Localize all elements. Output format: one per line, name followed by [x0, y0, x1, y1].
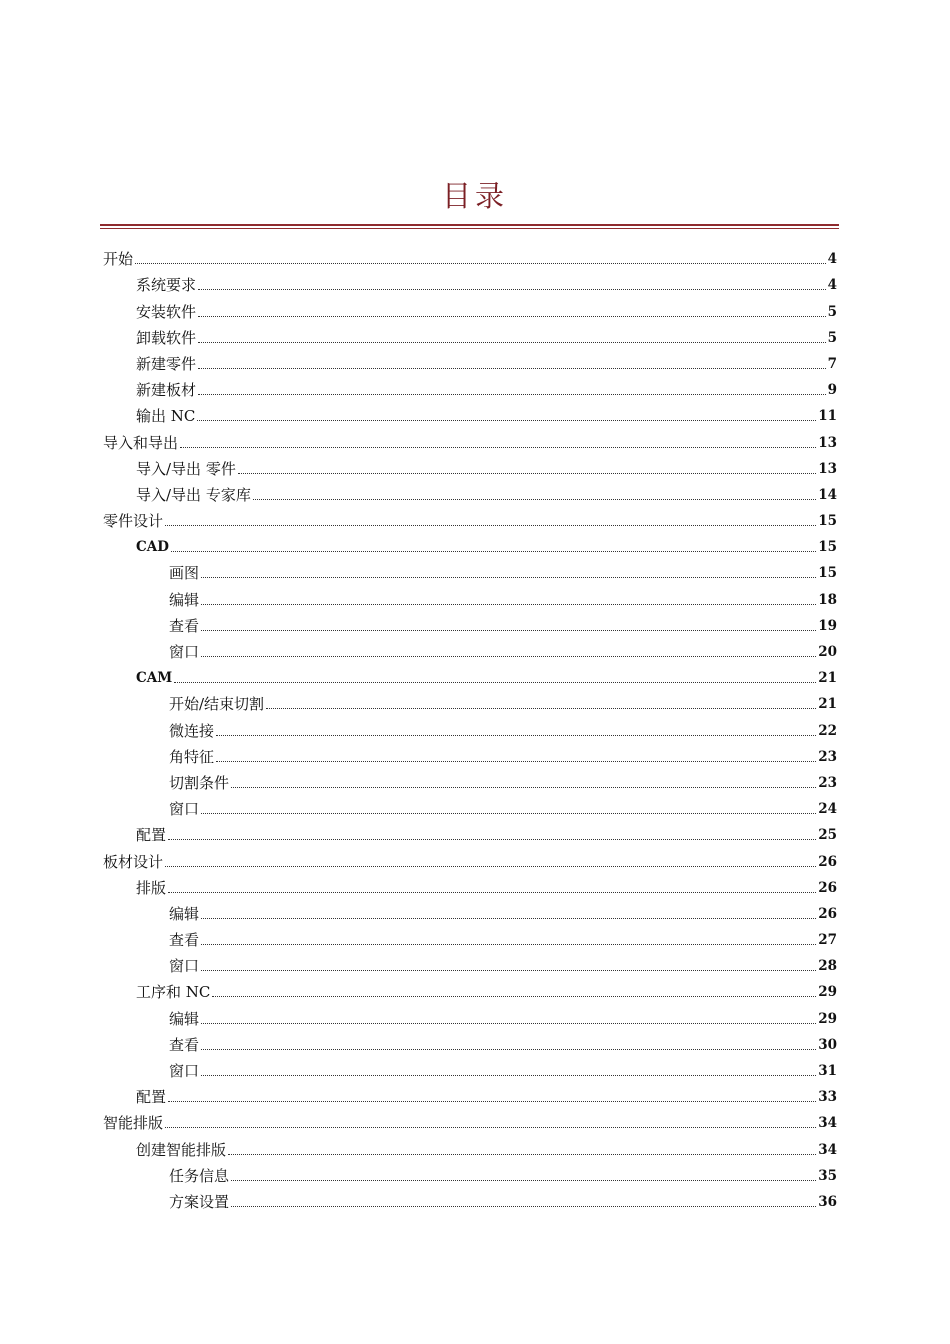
- toc-entry-page-number: 35: [818, 1167, 837, 1184]
- toc-entry-title: 导入/导出 零件: [136, 459, 236, 478]
- toc-entry[interactable]: [0, 401, 950, 427]
- toc-entry-title: 角特征: [169, 747, 215, 766]
- toc-entry[interactable]: [0, 689, 950, 715]
- toc-dot-leader: [201, 603, 816, 605]
- toc-entry-page-number: 21: [818, 696, 837, 713]
- toc-dot-leader: [201, 655, 816, 657]
- toc-dot-leader: [253, 498, 816, 500]
- toc-dot-leader: [198, 367, 826, 369]
- toc-entry[interactable]: [0, 1161, 950, 1187]
- toc-entry-page-number: 4: [827, 251, 837, 268]
- toc-entry-title: 开始: [103, 250, 134, 269]
- toc-entry-title: 窗口: [169, 1062, 200, 1080]
- toc-entry-title: 智能排版: [103, 1114, 164, 1133]
- toc-entry[interactable]: [0, 1003, 950, 1029]
- toc-entry-page-number: 33: [818, 1089, 837, 1106]
- toc-dot-leader: [165, 865, 816, 867]
- toc-entry-page-number: 28: [818, 958, 837, 975]
- toc-entry-page-number: 24: [818, 801, 837, 818]
- toc-entry-page-number: 36: [818, 1193, 837, 1210]
- toc-entry-title: 窗口: [169, 957, 200, 976]
- toc-entry[interactable]: [0, 1187, 950, 1213]
- toc-dot-leader: [135, 262, 826, 264]
- toc-dot-leader: [231, 1205, 816, 1207]
- toc-entry-page-number: 26: [818, 853, 837, 870]
- toc-entry-title: 配置: [136, 826, 167, 845]
- toc-entry-page-number: 18: [818, 591, 837, 608]
- toc-dot-leader: [201, 1048, 816, 1050]
- toc-entry-title: CAD: [136, 539, 169, 556]
- toc-entry[interactable]: [0, 349, 950, 375]
- toc-entry[interactable]: [0, 794, 950, 820]
- toc-entry-page-number: 13: [818, 434, 837, 451]
- toc-entry[interactable]: [0, 427, 950, 453]
- toc-entry[interactable]: [0, 270, 950, 296]
- toc-entry-page-number: 23: [818, 774, 837, 791]
- toc-entry[interactable]: [0, 323, 950, 349]
- toc-entry-page-number: 4: [827, 277, 837, 294]
- toc-entry[interactable]: [0, 584, 950, 610]
- toc-entry[interactable]: [0, 637, 950, 663]
- toc-entry-title: 零件设计: [103, 512, 164, 531]
- toc-entry-page-number: 30: [818, 1036, 837, 1053]
- toc-entry[interactable]: [0, 768, 950, 794]
- toc-dot-leader: [201, 576, 816, 578]
- toc-dot-leader: [198, 393, 826, 395]
- toc-entry-page-number: 7: [827, 355, 837, 372]
- toc-entry-page-number: 26: [818, 879, 837, 896]
- toc-entry-page-number: 23: [818, 748, 837, 765]
- table-of-contents: [0, 244, 950, 1213]
- toc-dot-leader: [165, 1126, 816, 1128]
- toc-entry-page-number: 15: [818, 513, 837, 530]
- toc-entry-page-number: 34: [818, 1115, 837, 1132]
- toc-entry[interactable]: [0, 820, 950, 846]
- toc-dot-leader: [228, 1153, 816, 1155]
- toc-dot-leader: [174, 681, 816, 683]
- toc-dot-leader: [198, 288, 826, 290]
- toc-dot-leader: [266, 707, 816, 709]
- title-divider-thin: [100, 228, 839, 229]
- toc-dot-leader: [201, 1022, 816, 1024]
- toc-entry-title: 切割条件: [169, 773, 230, 792]
- toc-entry[interactable]: [0, 846, 950, 872]
- toc-entry-title: 配置: [136, 1088, 167, 1107]
- toc-entry[interactable]: [0, 244, 950, 270]
- toc-title: 目录: [441, 179, 508, 213]
- toc-entry-title: 系统要求: [136, 276, 197, 295]
- toc-entry-title: 查看: [169, 616, 200, 635]
- toc-entry-title: CAM: [136, 670, 173, 687]
- toc-dot-leader: [168, 1100, 816, 1102]
- toc-dot-leader: [216, 734, 816, 736]
- toc-entry-title: 创建智能排版: [136, 1140, 227, 1159]
- toc-dot-leader: [201, 1074, 816, 1076]
- toc-dot-leader: [180, 446, 816, 448]
- toc-dot-leader: [198, 341, 826, 343]
- toc-entry-title: 新建板材: [136, 381, 197, 400]
- toc-entry[interactable]: [0, 1108, 950, 1134]
- toc-entry-page-number: 5: [827, 303, 837, 320]
- toc-entry[interactable]: [0, 742, 950, 768]
- toc-entry-page-number: 34: [818, 1141, 837, 1158]
- toc-dot-leader: [171, 550, 816, 552]
- toc-entry-title: 画图: [169, 564, 200, 583]
- toc-entry[interactable]: [0, 977, 950, 1003]
- toc-entry[interactable]: [0, 1082, 950, 1108]
- toc-entry-title: 开始/结束切割: [169, 695, 265, 714]
- toc-entry-title: 窗口: [169, 800, 200, 819]
- toc-dot-leader: [201, 943, 816, 945]
- toc-entry-page-number: 9: [827, 382, 837, 399]
- toc-entry[interactable]: [0, 506, 950, 532]
- toc-dot-leader: [238, 472, 816, 474]
- toc-dot-leader: [168, 838, 816, 840]
- toc-entry[interactable]: [0, 611, 950, 637]
- toc-entry[interactable]: [0, 532, 950, 558]
- toc-entry-title: 编辑: [169, 1009, 200, 1028]
- toc-dot-leader: [201, 917, 816, 919]
- toc-entry[interactable]: [0, 558, 950, 584]
- toc-entry[interactable]: [0, 925, 950, 951]
- toc-dot-leader: [212, 995, 816, 997]
- toc-entry[interactable]: [0, 873, 950, 899]
- toc-entry[interactable]: [0, 899, 950, 925]
- toc-entry[interactable]: [0, 1056, 950, 1082]
- toc-entry[interactable]: [0, 1134, 950, 1160]
- toc-dot-leader: [201, 629, 816, 631]
- toc-entry-page-number: 20: [818, 644, 837, 660]
- toc-entry[interactable]: [0, 1030, 950, 1056]
- toc-entry-title: 工序和 NC: [136, 983, 211, 1002]
- toc-entry-page-number: 26: [818, 905, 837, 922]
- toc-entry-page-number: 31: [818, 1063, 837, 1079]
- toc-dot-leader: [197, 419, 816, 421]
- toc-entry[interactable]: [0, 375, 950, 401]
- toc-entry-title: 任务信息: [169, 1166, 230, 1185]
- toc-entry-title: 微连接: [169, 721, 215, 740]
- toc-dot-leader: [231, 1179, 816, 1181]
- toc-entry-title: 新建零件: [136, 354, 197, 373]
- toc-dot-leader: [168, 891, 816, 893]
- toc-entry[interactable]: [0, 715, 950, 741]
- toc-entry-page-number: 15: [818, 539, 837, 556]
- toc-entry-title: 编辑: [169, 590, 200, 609]
- toc-entry-page-number: 14: [818, 486, 837, 503]
- toc-entry-title: 排版: [136, 878, 167, 897]
- toc-entry-title: 方案设置: [169, 1192, 230, 1211]
- toc-entry-page-number: 13: [818, 460, 837, 477]
- toc-entry-title: 导入和导出: [103, 433, 179, 452]
- toc-dot-leader: [165, 524, 816, 526]
- toc-entry-page-number: 29: [818, 984, 837, 1001]
- toc-entry-page-number: 25: [818, 827, 837, 844]
- toc-entry-page-number: 5: [827, 329, 837, 346]
- toc-entry-title: 编辑: [169, 904, 200, 923]
- toc-entry-page-number: 27: [818, 932, 837, 949]
- toc-entry[interactable]: [0, 296, 950, 322]
- toc-entry[interactable]: [0, 663, 950, 689]
- toc-entry[interactable]: [0, 480, 950, 506]
- toc-entry-page-number: 19: [818, 617, 837, 634]
- toc-entry-title: 卸载软件: [136, 328, 197, 347]
- toc-entry-title: 安装软件: [136, 302, 197, 321]
- toc-entry-page-number: 22: [818, 722, 837, 739]
- toc-entry-title: 输出 NC: [136, 407, 196, 426]
- toc-entry-title: 导入/导出 专家库: [136, 485, 251, 504]
- toc-entry-title: 板材设计: [103, 852, 164, 871]
- toc-dot-leader: [231, 786, 816, 788]
- toc-entry[interactable]: [0, 454, 950, 480]
- toc-dot-leader: [201, 969, 816, 971]
- toc-entry-title: 查看: [169, 931, 200, 950]
- toc-dot-leader: [216, 760, 816, 762]
- toc-entry-title: 窗口: [169, 643, 200, 661]
- toc-entry-page-number: 15: [818, 565, 837, 582]
- title-divider: [100, 224, 839, 226]
- toc-dot-leader: [198, 315, 826, 317]
- toc-entry-title: 查看: [169, 1035, 200, 1054]
- toc-entry[interactable]: [0, 951, 950, 977]
- toc-dot-leader: [201, 812, 816, 814]
- toc-entry-page-number: 29: [818, 1010, 837, 1027]
- toc-entry-page-number: 11: [818, 408, 837, 425]
- toc-entry-page-number: 21: [818, 670, 837, 687]
